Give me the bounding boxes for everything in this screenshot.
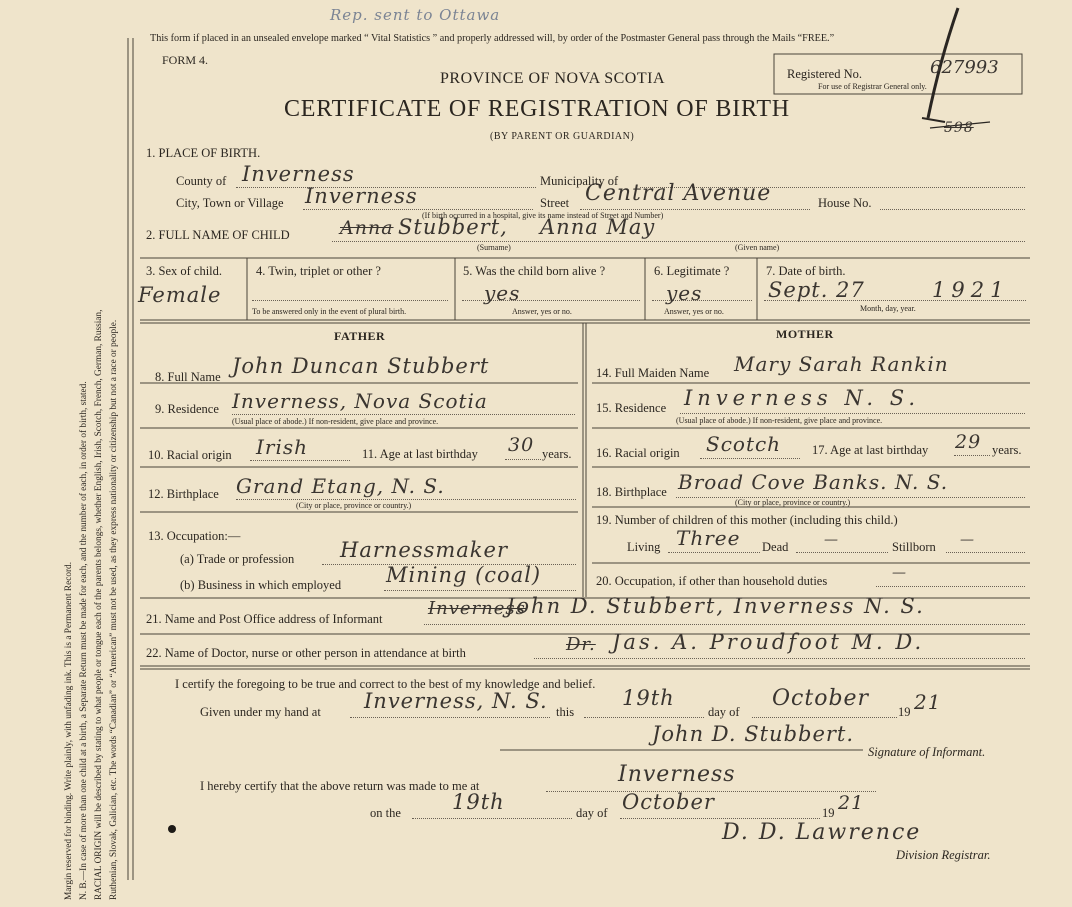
child-name-label: 2. FULL NAME OF CHILD — [146, 228, 290, 242]
this-label: this — [556, 705, 575, 719]
mother-residence: Inverness N. S. — [684, 386, 921, 410]
margin-note-racial-origin: RACIAL ORIGIN will be described by stating to what people or tongue each of the parents belongs, whether English, Irish, Scotch, French, German, Russian, — [94, 309, 104, 900]
mother-occupation-label: 20. Occupation, if other than household duties — [596, 574, 828, 588]
father-header: FATHER — [334, 329, 386, 343]
alive-note: Answer, yes or no. — [512, 307, 572, 316]
mother-birthplace-label: 18. Birthplace — [596, 485, 667, 499]
mother-age: 29 — [955, 431, 982, 453]
page-subtitle: (BY PARENT OR GUARDIAN) — [490, 131, 635, 142]
father-trade-label: (a) Trade or profession — [180, 552, 295, 566]
stillborn-value: — — [960, 532, 975, 548]
alive-label: 5. Was the child born alive ? — [463, 264, 606, 278]
mother-age-label: 17. Age at last birthday — [812, 443, 929, 457]
mother-residence-note: (Usual place of abode.) If non-resident, give place and province. — [676, 416, 883, 425]
father-birthplace-label: 12. Birthplace — [148, 487, 219, 501]
given-day-of-label: day of — [708, 705, 740, 719]
registered-number: 627993 — [930, 57, 999, 78]
dead-label: Dead — [762, 540, 789, 554]
informant-struck: Inverness — [428, 598, 526, 619]
margin-note-multiple-births: N. B.—In case of more than one child at a birth, a Separate Return must be made for each, and the number of each, in order of birth, stated. — [79, 381, 89, 900]
mother-birthplace-note: (City or place, province or country.) — [735, 498, 851, 507]
given-month: October — [772, 686, 870, 711]
father-birthplace: Grand Etang, N. S. — [236, 474, 445, 498]
struck-number: 598 — [944, 120, 974, 136]
given-name-caption: (Given name) — [735, 243, 780, 252]
mother-residence-label: 15. Residence — [596, 401, 667, 415]
certify-statement: I certify the foregoing to be true and correct to the best of my knowledge and belief. — [175, 677, 596, 691]
mother-racial-origin: Scotch — [706, 432, 782, 456]
dead-value: — — [824, 532, 839, 548]
street-value: Central Avenue — [585, 181, 772, 206]
pencil-note: Rep. sent to Ottawa — [330, 6, 501, 24]
mother-years-label: years. — [992, 443, 1022, 457]
given-year-suffix: 21 — [914, 690, 942, 714]
living-label: Living — [627, 540, 661, 554]
date-of-birth-month-day: Sept. 27 — [768, 278, 865, 302]
given-under-label: Given under my hand at — [200, 705, 321, 719]
stillborn-label: Stillborn — [892, 540, 936, 554]
mother-birthplace: Broad Cove Banks. N. S. — [678, 470, 949, 494]
sex-value: Female — [138, 283, 222, 307]
registrar-year-prefix: 19 — [822, 806, 835, 820]
mother-children-label: 19. Number of children of this mother (including this child.) — [596, 513, 898, 527]
county-value: Inverness — [242, 162, 355, 186]
father-trade: Harnessmaker — [340, 538, 509, 562]
legitimate-note: Answer, yes or no. — [664, 307, 724, 316]
father-residence-label: 9. Residence — [155, 402, 219, 416]
given-place: Inverness, N. S. — [364, 689, 548, 713]
father-occupation-label: 13. Occupation:— — [148, 529, 241, 543]
given-year-prefix: 19 — [898, 705, 911, 719]
twin-note: To be answered only in the event of plural birth. — [252, 307, 407, 316]
registered-label: Registered No. — [787, 67, 862, 81]
registered-note: For use of Registrar General only. — [818, 82, 927, 91]
alive-value: yes — [484, 281, 521, 305]
legitimate-label: 6. Legitimate ? — [654, 264, 730, 278]
given-day: 19th — [622, 686, 675, 710]
father-residence: Inverness, Nova Scotia — [232, 389, 488, 413]
mother-header: MOTHER — [776, 327, 834, 341]
father-age: 30 — [508, 434, 535, 456]
registrar-signature: D. D. Lawrence — [722, 820, 922, 845]
on-the-label: on the — [370, 806, 401, 820]
mother-name-label: 14. Full Maiden Name — [596, 366, 710, 380]
mother-occupation: — — [892, 565, 907, 581]
margin-note-racial-origin-cont: Ruthenian, Slovak, Galician, etc. The words “Canadian” or “American” must not be used, as they express nationality or citizenship but not a race or people. — [109, 319, 119, 900]
province-heading: PROVINCE OF NOVA SCOTIA — [440, 70, 666, 87]
child-given-name: Anna May — [540, 215, 656, 239]
city-label: City, Town or Village — [176, 196, 284, 210]
margin-note-binding: Margin reserved for binding. Write plainly, with unfading ink. This is a Permanent Record. — [64, 561, 74, 900]
form-number: FORM 4. — [162, 53, 209, 67]
father-birthplace-note: (City or place, province or country.) — [296, 501, 412, 510]
father-business: Mining (coal) — [386, 563, 542, 587]
informant-value: John D. Stubbert, Inverness N. S. — [506, 594, 925, 618]
municipality-label: Municipality of — [540, 174, 619, 188]
city-value: Inverness — [305, 184, 418, 208]
father-business-label: (b) Business in which employed — [180, 578, 342, 592]
street-label: Street — [540, 196, 570, 210]
registrar-year-suffix: 21 — [838, 792, 865, 814]
informant-signature: John D. Stubbert. — [652, 722, 855, 746]
hospital-note: (If birth occurred in a hospital, give its name instead of Street and Number) — [422, 211, 664, 220]
legitimate-value: yes — [666, 281, 703, 305]
date-of-birth-year: 1921 — [932, 278, 1010, 302]
date-note: Month, day, year. — [860, 304, 916, 313]
registrar-day-of-label: day of — [576, 806, 608, 820]
mother-name: Mary Sarah Rankin — [734, 352, 949, 376]
informant-signature-caption: Signature of Informant. — [868, 745, 986, 759]
living-value: Three — [676, 526, 741, 550]
father-years-label: years. — [542, 447, 572, 461]
house-number-label: House No. — [818, 196, 872, 210]
registrar-statement: I hereby certify that the above return was made to me at — [200, 779, 480, 793]
child-struck-name: Anna — [340, 217, 394, 239]
father-racial-origin-label: 10. Racial origin — [148, 448, 232, 462]
mailing-note: This form if placed in an unsealed envelope marked “ Vital Statistics ” and properly addressed will, by order of the Postmaster General pass through the Mails “FREE.” — [150, 33, 835, 44]
mother-racial-origin-label: 16. Racial origin — [596, 446, 680, 460]
sex-label: 3. Sex of child. — [146, 264, 223, 278]
father-name: John Duncan Stubbert — [232, 354, 490, 378]
registrar-month: October — [622, 790, 715, 814]
doctor-label: 22. Name of Doctor, nurse or other person in attendance at birth — [146, 646, 466, 660]
place-of-birth-label: 1. PLACE OF BIRTH. — [146, 146, 261, 160]
date-of-birth-label: 7. Date of birth. — [766, 264, 846, 278]
surname-caption: (Surname) — [477, 243, 511, 252]
doctor-struck: Dr. — [566, 634, 596, 655]
father-name-label: 8. Full Name — [155, 370, 221, 384]
doctor-value: Jas. A. Proudfoot M. D. — [612, 630, 925, 654]
child-surname: Stubbert, — [398, 215, 508, 239]
registrar-caption: Division Registrar. — [896, 848, 991, 862]
father-age-label: 11. Age at last birthday — [362, 447, 478, 461]
registrar-day: 19th — [452, 790, 505, 814]
informant-label: 21. Name and Post Office address of Informant — [146, 612, 383, 626]
father-residence-note: (Usual place of abode.) If non-resident, give place and province. — [232, 417, 439, 426]
county-label: County of — [176, 174, 227, 188]
twin-label: 4. Twin, triplet or other ? — [256, 264, 381, 278]
page-title: CERTIFICATE OF REGISTRATION OF BIRTH — [284, 96, 790, 122]
registrar-place: Inverness — [618, 762, 736, 787]
father-racial-origin: Irish — [256, 435, 309, 459]
